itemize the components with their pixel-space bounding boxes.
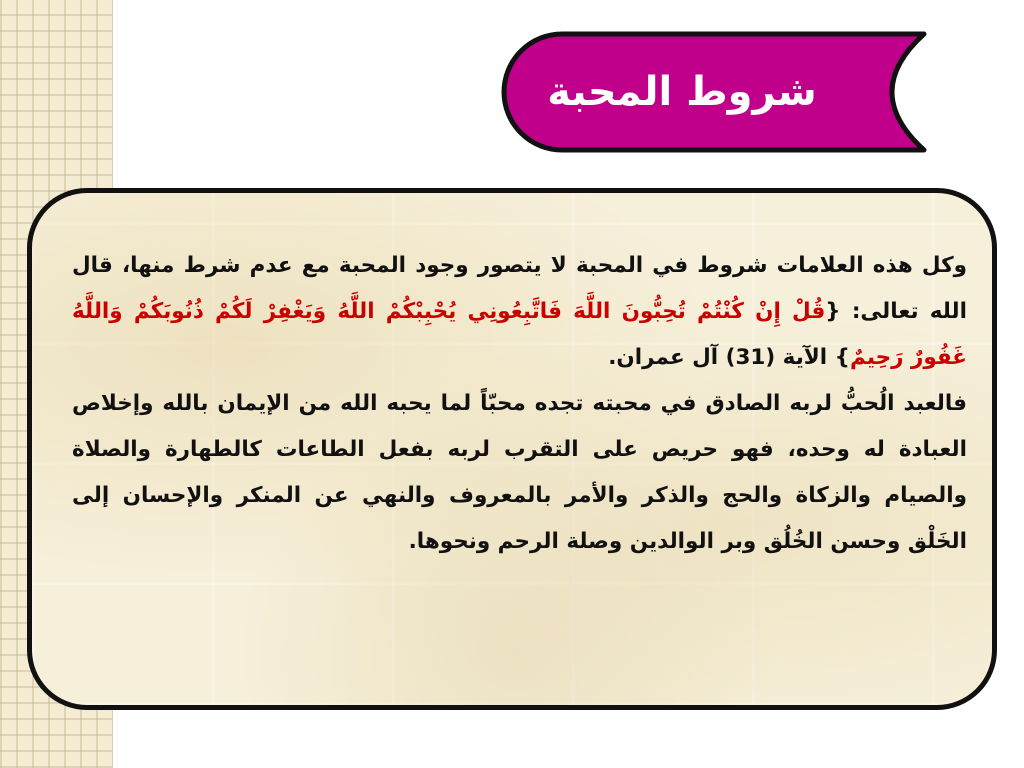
content-panel — [27, 188, 997, 710]
verse-close-brace: } — [834, 345, 850, 370]
page-title: شروط المحبة — [547, 69, 817, 115]
main-paragraph: فالعبد الُحبُّ لربه الصادق في محبته تجده محبّاً لما يحبه الله من الإيمان بالله وإخلاص العبادة له وحده، فهو حريص على التقرب لربه بفعل الطاعات كالطهارة والصلاة والصيام والزكاة والحج والذكر والأمر بالمعروف والنهي عن المنكر والإحسان إلى الخَلْق وحسن الخُلُق وبر الوالدين وصلة الرحم ونحوها. — [72, 391, 967, 554]
body-text — [72, 243, 967, 565]
title-banner — [500, 30, 930, 154]
verse-open-brace: { — [825, 299, 841, 324]
quran-verse: قُلْ إِنْ كُنْتُمْ تُحِبُّونَ اللَّهَ فَاتَّبِعُونِي يُحْبِبْكُمْ اللَّهُ وَيَغْفِرْ لَكُمْ ذُنُوبَكُمْ وَاللَّهُ غَفُورٌ رَحِيمٌ — [72, 299, 967, 370]
intro-text: وكل هذه العلامات شروط في المحبة لا يتصور وجود المحبة مع عدم شرط منها، قال الله تعالى: — [72, 253, 967, 324]
verse-citation: الآية (31) آل عمران. — [608, 345, 835, 370]
